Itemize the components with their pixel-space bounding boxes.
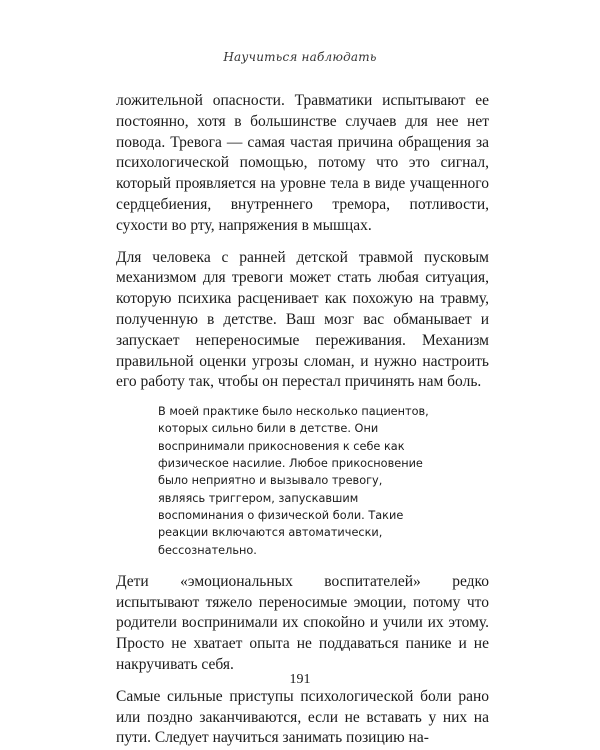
paragraph-3: Дети «эмоциональных воспитателей» редко испытывают тяжело переносимые эмоции, потому что родители воспринимали их спокойно и учили их этому. Просто не хватает опыта не поддаваться панике и не накручивать себя. — [116, 572, 489, 674]
main-text — [116, 91, 489, 749]
case-note-quote: В моей практике было несколько пациентов, которых сильно били в детстве. Они воспринимали прикосновения к себе как физическое насилие. Любое прикосновение было неприятно и вызывало тревогу, являясь триггером, запускавшим воспоминания о физической боли. Такие реакции включаются автоматически, бессознательно. — [158, 405, 429, 557]
paragraph-1: ложительной опасности. Травматики испытывают ее постоянно, хотя в большинстве случаев для нее нет повода. Тревога — самая частая причина обращения за психологической помощью, потому что это сигнал, который проявляется на уровне тела в виде учащенного сердцебиения, внутреннего тремора, потливости, сухости во рту, напряжения в мышцах. — [116, 92, 489, 234]
page-number: 191 — [289, 672, 311, 687]
paragraph-4: Самые сильные приступы психологической боли рано или поздно заканчиваются, если не вставать у них на пути. Следует научиться занимать позицию на- — [116, 687, 489, 747]
running-title: Научиться наблюдать — [223, 50, 377, 64]
paragraph-2: Для человека с ранней детской травмой пусковым механизмом для тревоги может стать любая ситуация, которую психика расценивает как похожую на травму, полученную в детстве. Ваш мозг вас обманывает и запускает непереносимые переживания. Механизм правильной оценки угрозы сломан, и нужно настроить его работу так, чтобы он перестал причинять нам боль. — [116, 248, 489, 391]
